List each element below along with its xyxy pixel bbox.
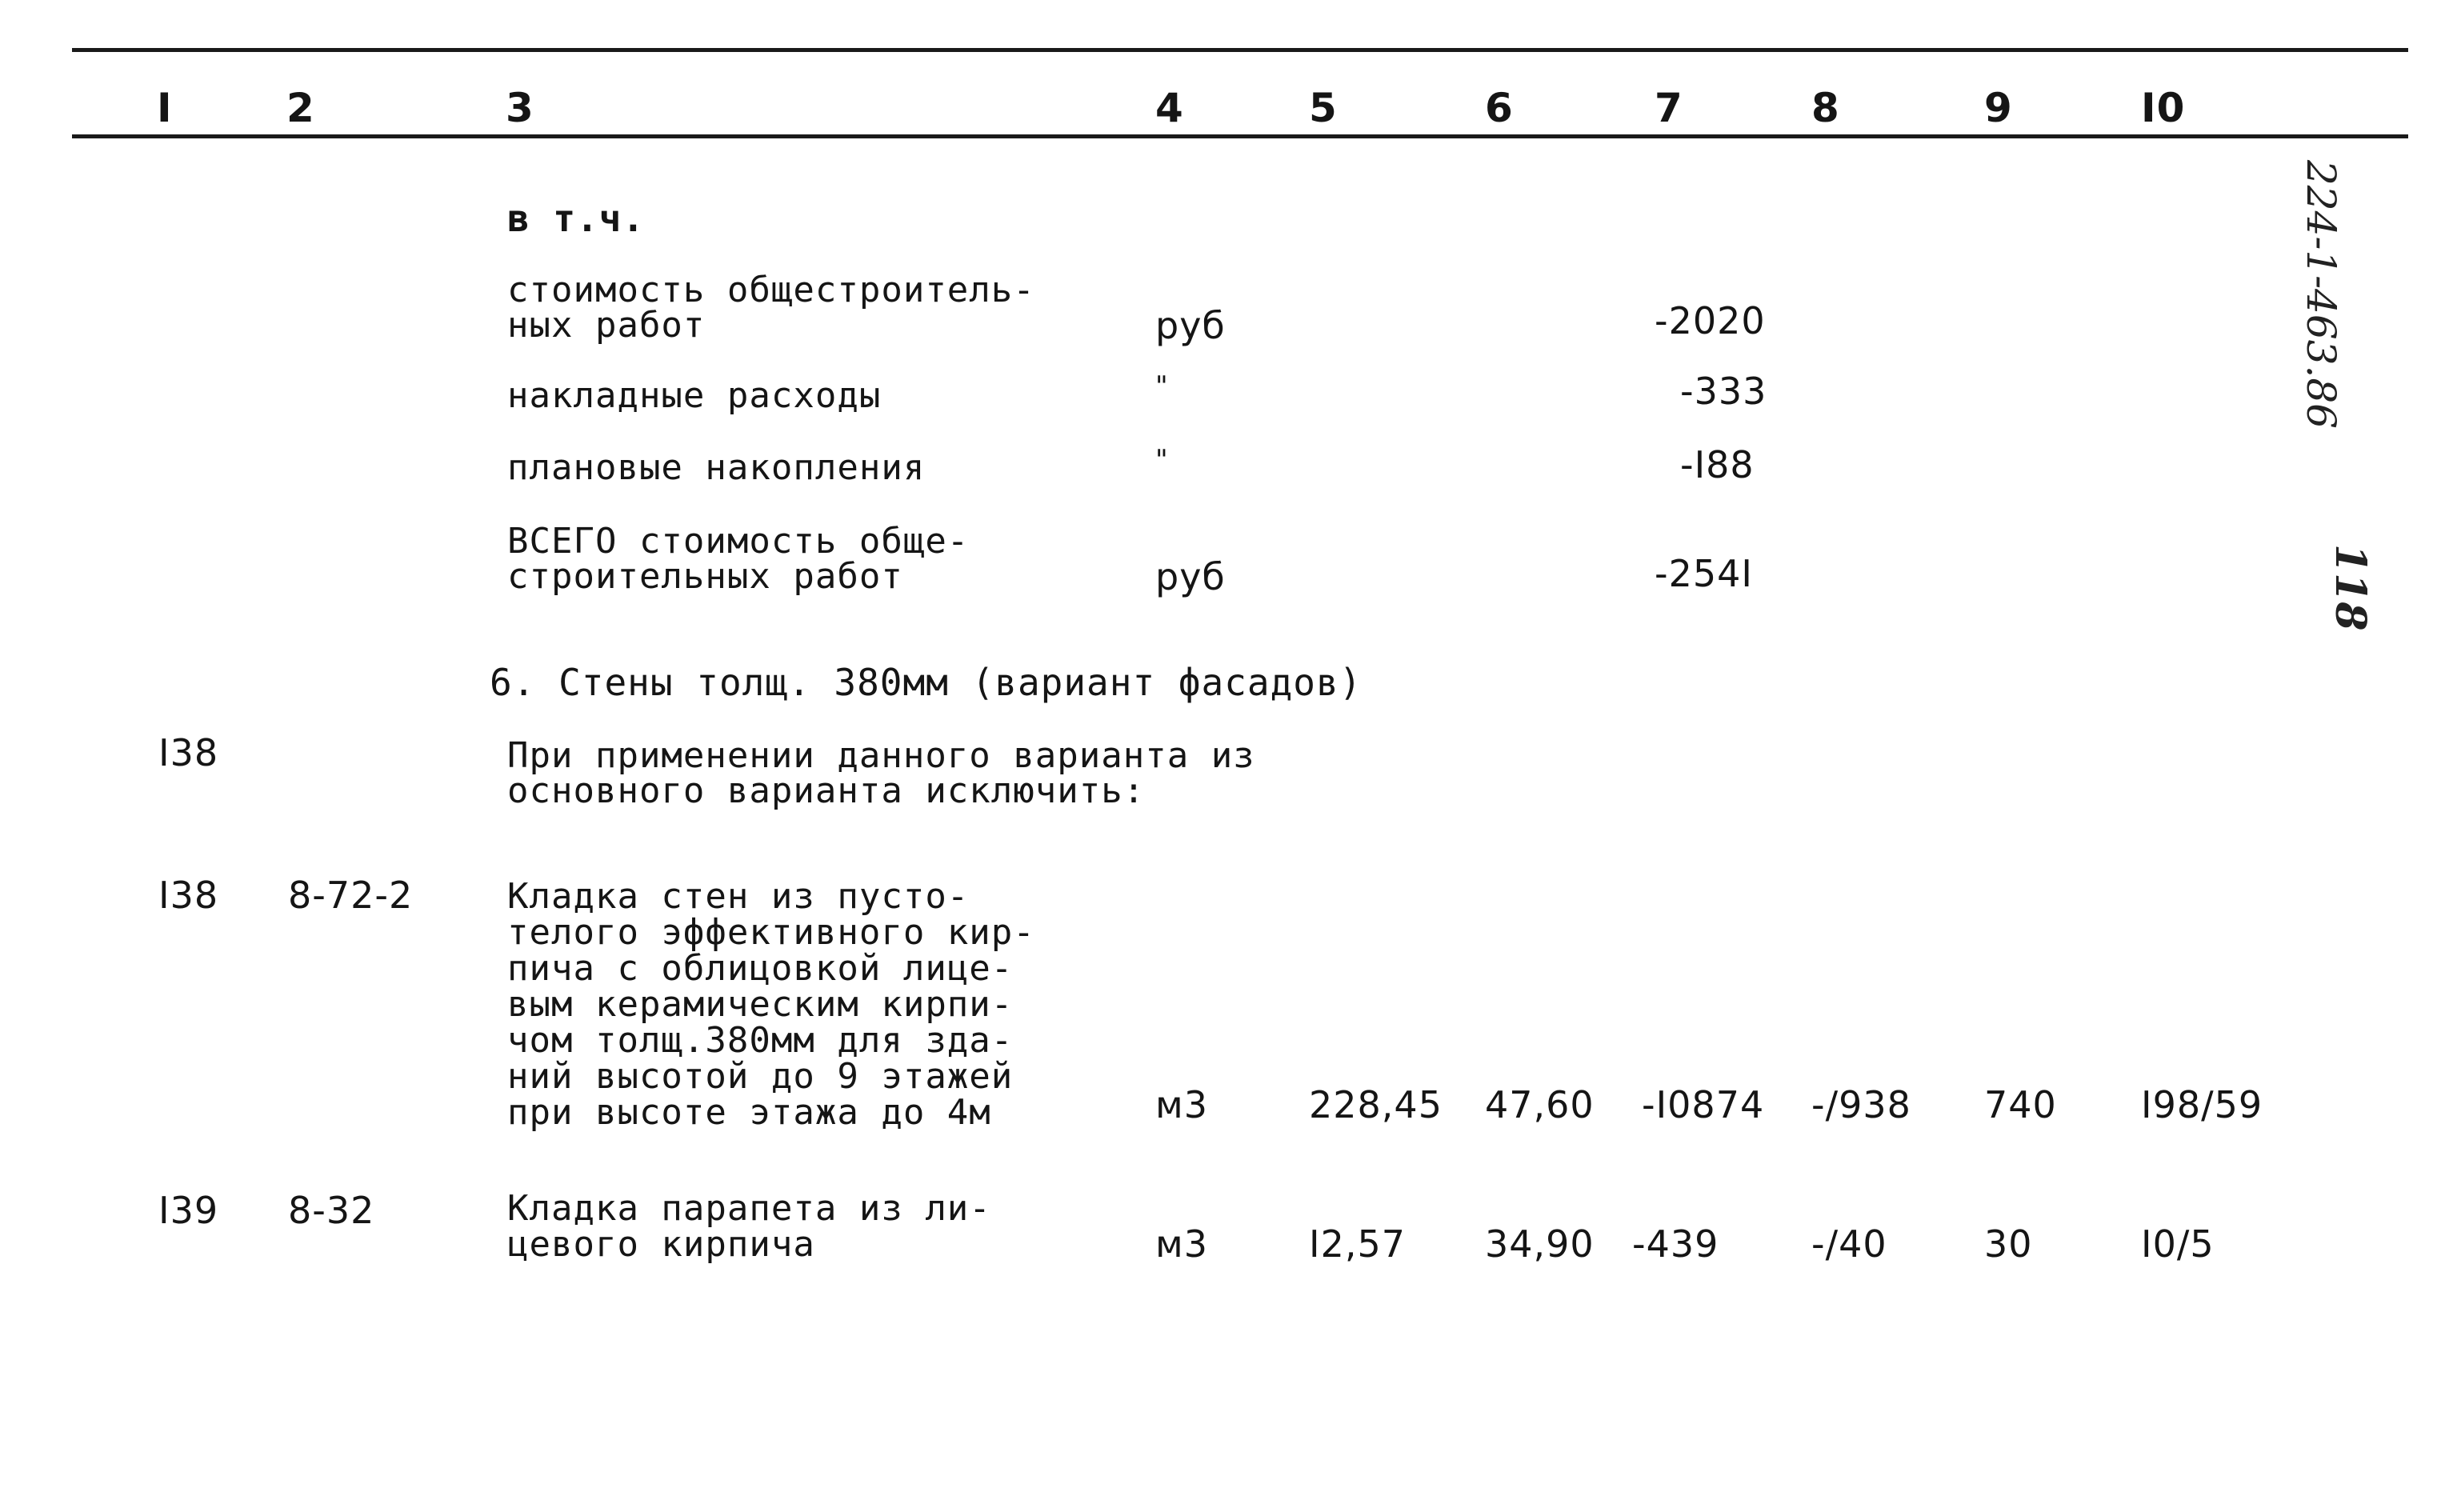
row-description-line: Кладка парапета из ли- bbox=[507, 1188, 991, 1229]
row-col5: 228,45 bbox=[1309, 1083, 1443, 1126]
section-title: 6. Стены толщ. 380мм (вариант фасадов) bbox=[490, 661, 1363, 704]
row-description-line: вым керамическим кирпи- bbox=[507, 984, 1014, 1025]
row-col10: I98/59 bbox=[2141, 1083, 2263, 1126]
row-description-line: чом толщ.380мм для зда- bbox=[507, 1020, 1014, 1061]
header-bottom-rule bbox=[72, 134, 2408, 138]
row-number: I38 bbox=[158, 731, 219, 774]
row-col10: I0/5 bbox=[2141, 1222, 2215, 1266]
row-code: 8-32 bbox=[288, 1189, 375, 1232]
row-col6: 47,60 bbox=[1485, 1083, 1595, 1126]
row-description-line: Кладка стен из пусто- bbox=[507, 876, 970, 917]
column-header-1: I bbox=[157, 85, 173, 131]
row-unit: м3 bbox=[1155, 1083, 1208, 1126]
column-header-7: 7 bbox=[1655, 85, 1683, 131]
cost-item-unit: " bbox=[1155, 370, 1169, 402]
header-top-rule bbox=[72, 48, 2408, 52]
row-code: 8-72-2 bbox=[288, 874, 414, 917]
row-col7: -I0874 bbox=[1642, 1083, 1765, 1126]
column-header-6: 6 bbox=[1485, 85, 1514, 131]
cost-item-name-line: стоимость общестроитель- bbox=[507, 270, 1035, 310]
row-col8: -/40 bbox=[1811, 1222, 1887, 1266]
row-col5: I2,57 bbox=[1309, 1222, 1406, 1266]
cost-item-total: -2020 bbox=[1655, 299, 1766, 342]
cost-item-name-line: плановые накопления bbox=[507, 447, 926, 488]
cost-item-total: -254I bbox=[1655, 552, 1753, 595]
row-description-line: ний высотой до 9 этажей bbox=[507, 1056, 1014, 1097]
cost-item-name-line: строительных работ bbox=[507, 556, 903, 597]
column-header-9: 9 bbox=[1984, 85, 2013, 131]
row-col8: -/938 bbox=[1811, 1083, 1911, 1126]
row-number: I38 bbox=[158, 874, 219, 917]
cost-item-name-line: ВСЕГО стоимость обще- bbox=[507, 521, 970, 562]
row-unit: м3 bbox=[1155, 1222, 1208, 1266]
row-col9: 740 bbox=[1984, 1083, 2057, 1126]
cost-item-unit: руб bbox=[1155, 555, 1226, 598]
row-col9: 30 bbox=[1984, 1222, 2033, 1266]
row-description-line: цевого кирпича bbox=[507, 1224, 815, 1265]
row-col7: -439 bbox=[1632, 1222, 1719, 1266]
row-description-line: основного варианта исключить: bbox=[507, 770, 1146, 811]
doc-code-handwritten: 224-1-463.86 bbox=[2298, 160, 2344, 429]
cost-item-unit: " bbox=[1155, 444, 1169, 476]
row-number: I39 bbox=[158, 1189, 219, 1232]
cost-item-name-line: ных работ bbox=[507, 305, 706, 346]
column-header-10: I0 bbox=[2141, 85, 2186, 131]
row-description-line: телого эффективного кир- bbox=[507, 912, 1035, 953]
page-number-handwritten: 118 bbox=[2326, 544, 2375, 631]
cost-item-total: -I88 bbox=[1680, 443, 1755, 486]
cost-item-unit: руб bbox=[1155, 304, 1226, 347]
row-description-line: При применении данного варианта из bbox=[507, 735, 1255, 776]
row-description-line: пича с облицовкой лице- bbox=[507, 948, 1014, 989]
column-header-3: 3 bbox=[506, 85, 534, 131]
column-header-4: 4 bbox=[1155, 85, 1184, 131]
intro-label: в т.ч. bbox=[507, 197, 646, 240]
cost-item-name-line: накладные расходы bbox=[507, 375, 882, 416]
column-header-8: 8 bbox=[1811, 85, 1840, 131]
column-header-2: 2 bbox=[286, 85, 315, 131]
row-description-line: при высоте этажа до 4м bbox=[507, 1092, 991, 1133]
cost-item-total: -333 bbox=[1680, 370, 1767, 413]
row-col6: 34,90 bbox=[1485, 1222, 1595, 1266]
column-header-5: 5 bbox=[1309, 85, 1338, 131]
